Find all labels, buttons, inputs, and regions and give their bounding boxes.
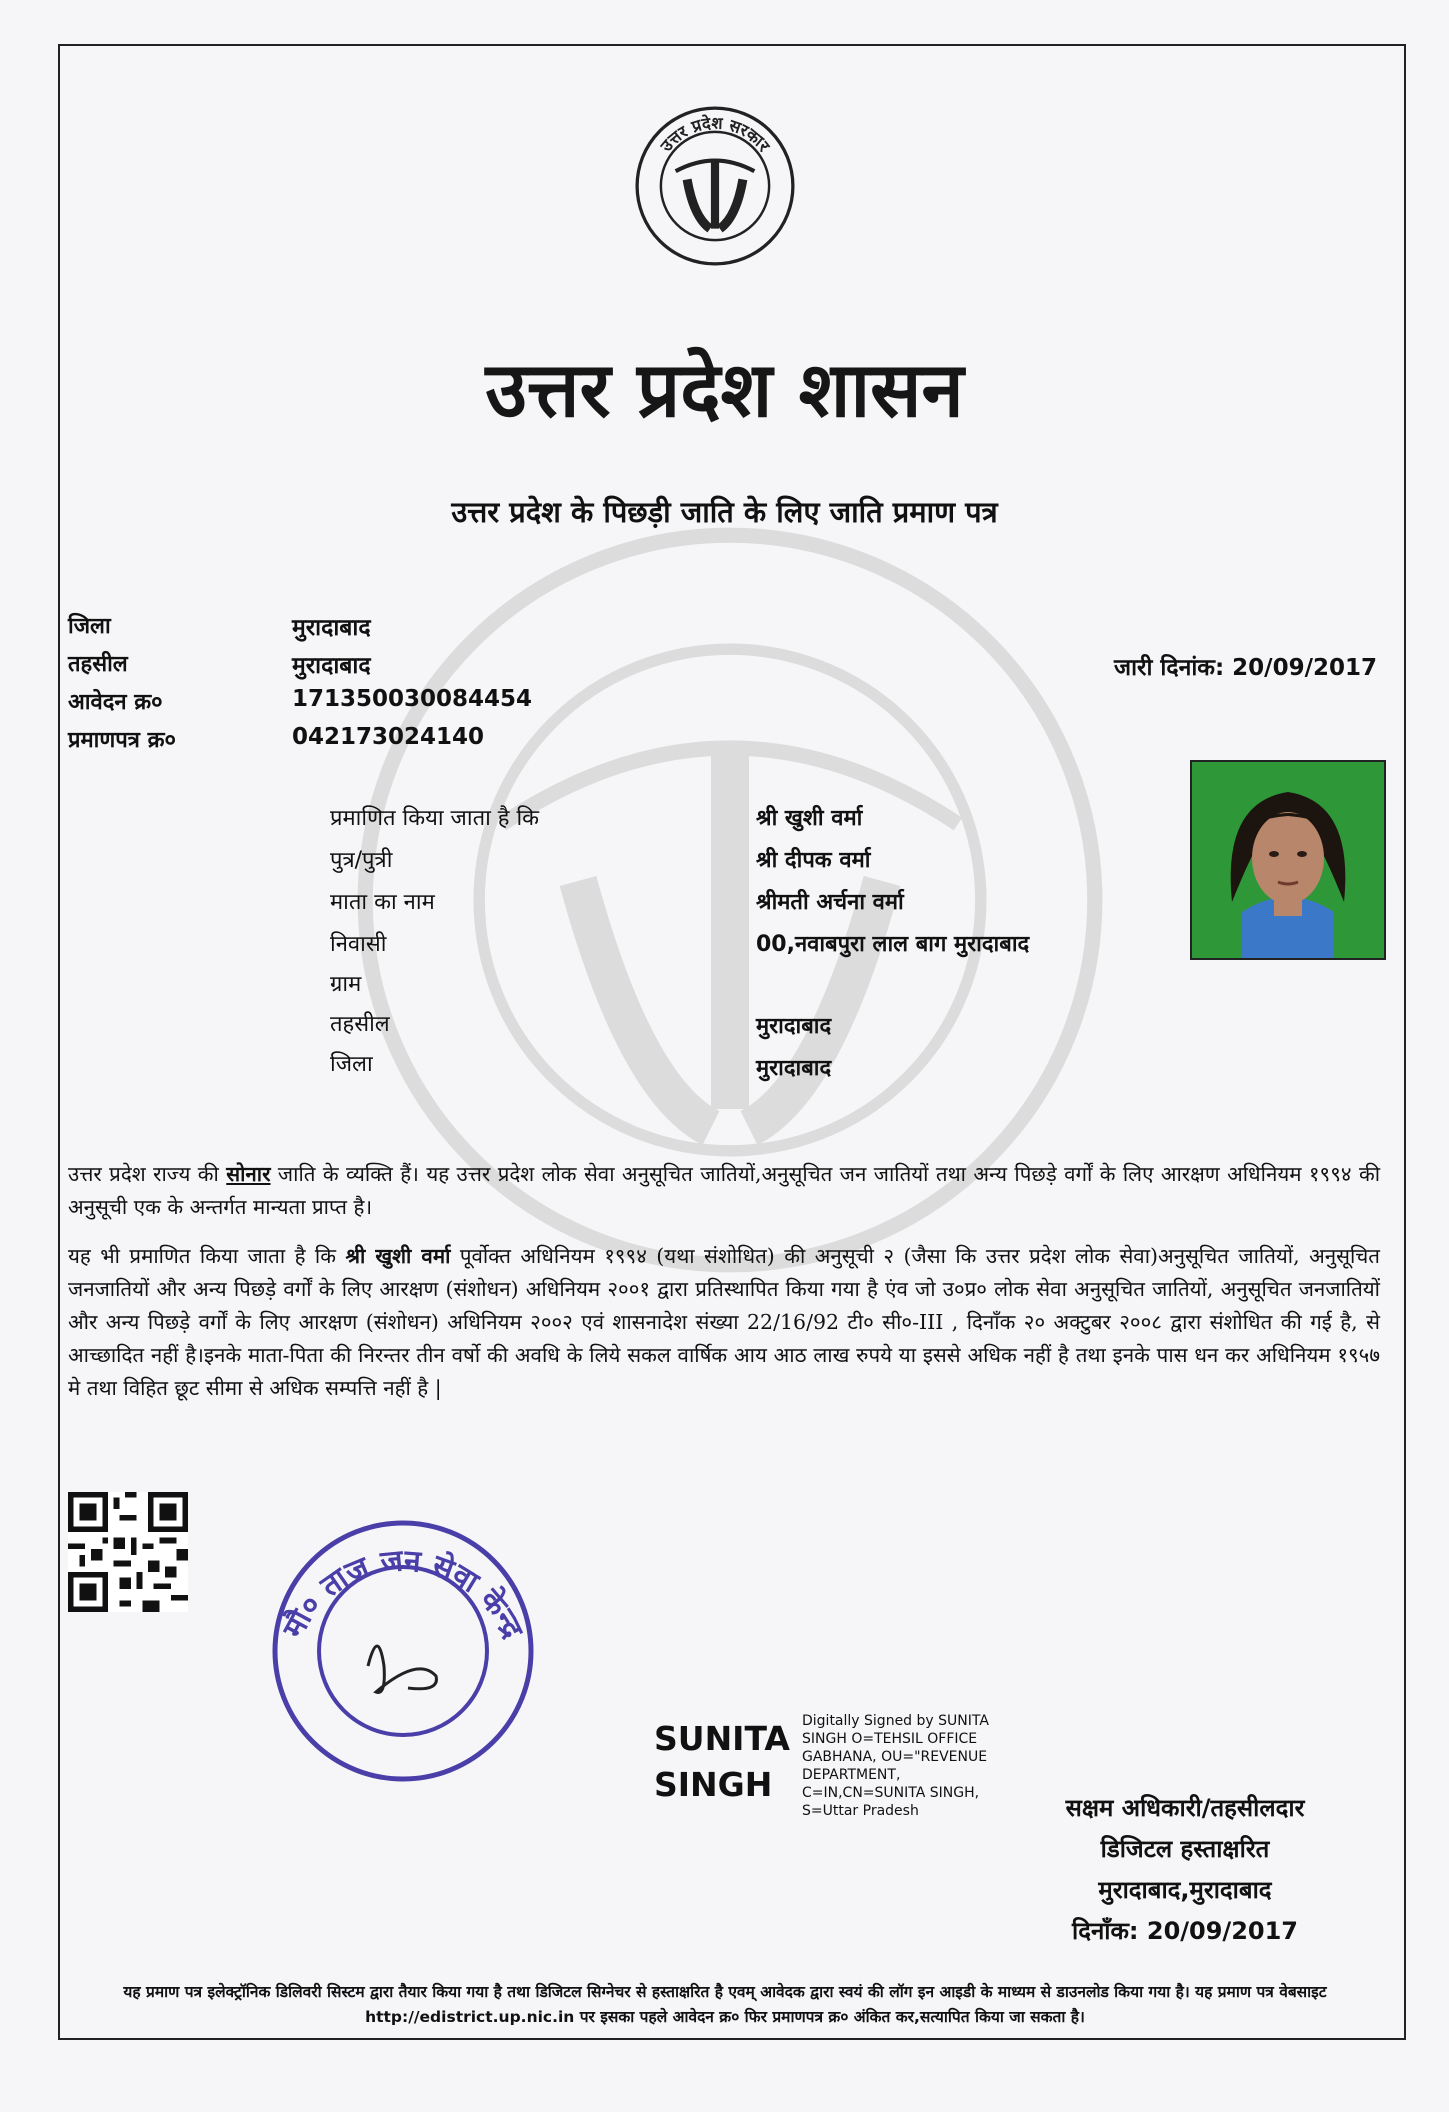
page-title: उत्तर प्रदेश शासन [485, 345, 964, 434]
emblem-text: उत्तर प्रदेश सरकार [656, 113, 774, 156]
details-row-label: ग्राम [330, 972, 362, 997]
details-row-label: माता का नाम [330, 890, 435, 915]
application-number: 171350030084454 [292, 686, 533, 712]
issue-date: जारी दिनांक: 20/09/2017 [1114, 655, 1377, 681]
service-center-seal [268, 1516, 538, 1786]
residence: 00,नवाबपुरा लाल बाग मुरादाबाद [756, 932, 1030, 957]
district-value: मुरादाबाद [292, 615, 371, 641]
caste-name: सोनार [226, 1162, 271, 1186]
signer-name: SUNITA SINGH [654, 1719, 790, 1804]
applicant-photo [1190, 760, 1386, 960]
details-row-label: प्रमाणित किया जाता है कि [330, 806, 540, 831]
signature-date: दिनाँक: 20/09/2017 [1071, 1917, 1298, 1945]
certificate-subtitle: उत्तर प्रदेश के पिछड़ी जाति के लिए जाति प्रमाण पत्र [451, 495, 998, 529]
details-row-label: निवासी [330, 932, 387, 957]
authority-title: सक्षम अधिकारी/तहसीलदार [1065, 1794, 1305, 1822]
mother-name: श्रीमती अर्चना वर्मा [756, 890, 904, 915]
issuing-authority [1020, 1788, 1350, 1952]
details-row-label: पुत्र/पुत्री [330, 848, 393, 873]
qr-code [68, 1492, 188, 1612]
district-label: जिला [68, 614, 111, 639]
digitally-signed-label: डिजिटल हस्ताक्षरित [1100, 1835, 1270, 1863]
application-label: आवेदन क्र० [68, 690, 163, 715]
parent-name: श्री दीपक वर्मा [756, 848, 871, 873]
tehsil-label: तहसील [68, 652, 128, 677]
footer-note: यह प्रमाण पत्र इलेक्ट्रॉनिक डिलिवरी सिस्टम द्वारा तैयार किया गया है तथा डिजिटल सिग्नेचर से हस्ताक्षरित है एवम् आवेदक द्वारा स्वयं की लॉग इन आइडी के माध्यम से डाउनलोड किया गया है। यह प्रमाण पत्र वेबसाइट http://edistrict.up.nic.in पर इसका पहले आवेदन क्र० फिर प्रमाणपत्र क्र० अंकित कर,सत्यापित किया जा सकता है। [123, 1983, 1327, 2026]
seal-text: मौ० ताज जन सेवा केन्द्र [276, 1543, 530, 1644]
district: मुरादाबाद [756, 1056, 832, 1081]
certificate-paragraph-2: यह भी प्रमाणित किया जाता है कि श्री खुशी वर्मा पूर्वोक्त अधिनियम १९९४ (यथा संशोधित) की अनुसूची २ (जैसा कि उत्तर प्रदेश लोक सेवा)अनुसूचित जातियों, अनुसूचित जनजातियों और अन्य पिछड़े वर्गों के लिए आरक्षण (संशोधन) अधिनियम २००१ द्वारा प्रतिस्थापित किया गया है एंव जो उ०प्र० लोक सेवा अनुसूचित जातियों, अनुसूचित जनजातियों और अन्य पिछड़े वर्गों के लिए आरक्षण (संशोधन) अधिनियम २००२ एवं शासनादेश संख्या 22/16/92 टी० सी०-III , दिनाँक २० अक्टुबर २००८ द्वारा संशोधित की गई है, से आच्छादित नहीं है।इनके माता-पिता की निरन्तर तीन वर्षो की अवधि के लिये सकल वार्षिक आय आठ लाख रुपये या इससे अधिक नहीं है तथा इनके पास धन कर अधिनियम १९५७ मे तथा विहित छूट सीमा से अधिक सम्पत्ति नहीं है | [68, 1244, 1380, 1400]
tehsil: मुरादाबाद [756, 1014, 832, 1039]
details-row-label: तहसील [330, 1012, 390, 1037]
holder-name-inline: श्री खुशी वर्मा [345, 1244, 451, 1268]
certificate-number: 042173024140 [292, 724, 485, 750]
details-row-label: जिला [330, 1052, 373, 1077]
tehsil-value: मुरादाबाद [292, 653, 371, 679]
holder-name: श्री खुशी वर्मा [756, 806, 863, 831]
digital-signature-note: Digitally Signed by SUNITA SINGH O=TEHSIL OFFICE GABHANA, OU="REVENUE DEPARTMENT, C=IN,CN=SUNITA SINGH, S=Uttar Pradesh [802, 1713, 989, 1819]
authority-place: मुरादाबाद,मुरादाबाद [1098, 1876, 1272, 1904]
up-government-emblem [633, 104, 797, 268]
certificate-label: प्रमाणपत्र क्र० [68, 728, 176, 753]
certificate-paragraph-1: उत्तर प्रदेश राज्य की सोनार जाति के व्यक्ति हैं। यह उत्तर प्रदेश लोक सेवा अनुसूचित जातियों,अनुसूचित जन जातियों तथा अन्य पिछड़े वर्गों के लिए आरक्षण अधिनियम १९९४ की अनुसूची एक के अन्तर्गत मान्यता प्राप्त है। [68, 1162, 1380, 1219]
